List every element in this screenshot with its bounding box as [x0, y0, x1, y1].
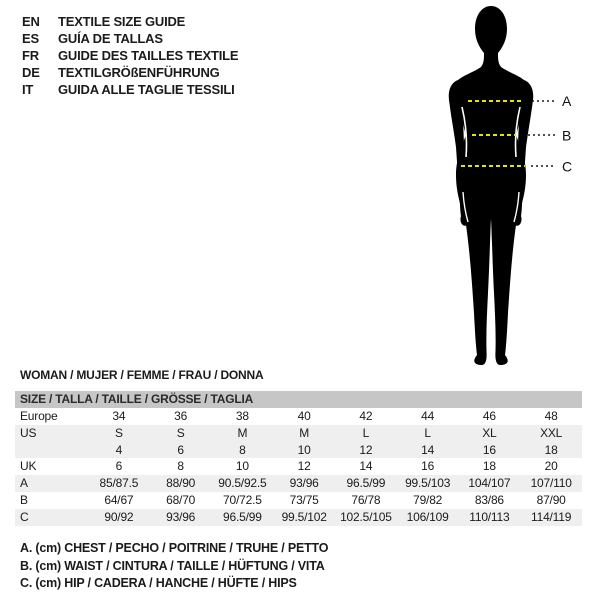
legend-line: A. (cm) CHEST / PECHO / POITRINE / TRUHE / PETTO [20, 541, 329, 555]
size-cell: 107/110 [530, 476, 572, 491]
size-cell: 48 [544, 409, 558, 423]
size-cell: 90.5/92.5 [218, 476, 267, 491]
row-label [15, 442, 88, 459]
size-cell: 70/72.5 [223, 492, 262, 507]
size-cell: 16 [421, 459, 435, 474]
size-cell: 10 [235, 459, 249, 474]
size-cell: 93/96 [166, 509, 196, 524]
size-cell: 46 [482, 409, 496, 423]
language-label: GUIDE DES TAILLES TEXTILE [58, 48, 239, 63]
size-cell: L [424, 425, 431, 440]
language-list [22, 13, 238, 98]
language-row [22, 47, 238, 64]
size-cell: 44 [421, 409, 435, 423]
size-cell: 83/86 [474, 492, 504, 507]
size-cell: S [176, 425, 185, 440]
size-cell: 18 [544, 442, 558, 457]
chest-label: A [562, 93, 572, 109]
size-cell: 40 [297, 409, 311, 423]
size-cell: 99.5/102 [281, 509, 327, 524]
size-cell: 68/70 [166, 492, 196, 507]
language-label: GUIDA ALLE TAGLIE TESSILI [58, 82, 235, 97]
waist-label: B [562, 127, 572, 144]
gender-title: WOMAN / MUJER / FEMME / FRAU / DONNA [20, 368, 264, 382]
language-code: ES [22, 31, 39, 46]
table-row [15, 408, 582, 425]
size-cell: 85/87.5 [99, 476, 139, 491]
size-cell: 73/75 [289, 492, 319, 507]
language-label: TEXTILGRÖßENFÜHRUNG [58, 65, 220, 80]
size-cell: 18 [482, 459, 496, 474]
size-cell: 14 [359, 459, 373, 474]
size-cell: 12 [297, 459, 311, 474]
table-row [15, 442, 582, 459]
size-table [15, 391, 582, 526]
measurement-legend [20, 540, 328, 593]
size-cell: 16 [482, 442, 496, 457]
size-cell: S [114, 425, 123, 440]
size-cell: 76/78 [351, 492, 381, 507]
size-table-header: SIZE / TALLA / TAILLE / GRÖSSE / TAGLIA [15, 391, 582, 408]
size-cell: 14 [421, 442, 435, 457]
size-cell: M [237, 425, 248, 440]
size-cell: 64/67 [104, 492, 134, 507]
table-row [15, 475, 582, 492]
row-label: B [20, 492, 28, 507]
table-row [15, 492, 582, 509]
size-cell: 93/96 [289, 476, 319, 491]
size-cell: 10 [297, 442, 311, 457]
language-code: IT [22, 82, 34, 97]
language-code: DE [22, 65, 40, 80]
language-label: TEXTILE SIZE GUIDE [58, 14, 186, 29]
language-row [22, 64, 238, 81]
row-label: UK [20, 459, 37, 474]
size-cell: 12 [359, 442, 373, 457]
size-cell: 4 [115, 442, 123, 457]
table-row [15, 425, 582, 442]
size-cell: 34 [112, 409, 126, 423]
size-cell: 20 [544, 459, 558, 474]
legend-line: C. (cm) HIP / CADERA / HANCHE / HÜFTE / HIPS [20, 576, 297, 590]
size-cell: 102.5/105 [340, 509, 392, 524]
row-label: Europe [20, 409, 58, 423]
size-figure [432, 2, 592, 372]
size-cell: 8 [177, 459, 184, 474]
row-label: US [20, 425, 37, 440]
language-code: FR [22, 48, 39, 63]
table-row [15, 458, 582, 475]
size-cell: 106/109 [406, 509, 449, 524]
hip-label: C [562, 158, 573, 175]
size-cell: 99.5/103 [405, 476, 451, 491]
size-cell: 79/82 [413, 492, 443, 507]
language-label: GUÍA DE TALLAS [58, 31, 163, 46]
language-row [22, 30, 238, 47]
size-cell: XXL [540, 425, 563, 440]
size-cell: 96.5/99 [346, 476, 386, 491]
size-cell: 114/119 [531, 509, 572, 524]
size-cell: 6 [115, 459, 123, 474]
size-cell: 8 [239, 442, 246, 457]
row-label: C [20, 509, 29, 524]
language-row [22, 13, 238, 30]
size-cell: 104/107 [468, 476, 511, 491]
size-cell: 38 [235, 409, 249, 423]
size-cell: 110/113 [469, 509, 510, 524]
table-row [15, 509, 582, 526]
size-cell: 87/90 [536, 492, 566, 507]
row-label: A [20, 476, 28, 491]
size-cell: XL [482, 425, 497, 440]
size-cell: L [362, 425, 370, 440]
size-cell: 88/90 [166, 476, 196, 491]
language-code: EN [22, 14, 40, 29]
legend-line: B. (cm) WAIST / CINTURA / TAILLE / HÜFTUNG / VITA [20, 558, 325, 573]
size-table-body [15, 408, 582, 526]
language-row [22, 81, 238, 98]
size-cell: 42 [359, 409, 373, 423]
size-cell: 6 [177, 442, 184, 457]
size-cell: 90/92 [104, 509, 134, 524]
woman-silhouette-graphic [432, 2, 592, 372]
size-cell: 36 [174, 409, 188, 423]
size-cell: M [299, 425, 310, 440]
size-cell: 96.5/99 [223, 509, 262, 524]
